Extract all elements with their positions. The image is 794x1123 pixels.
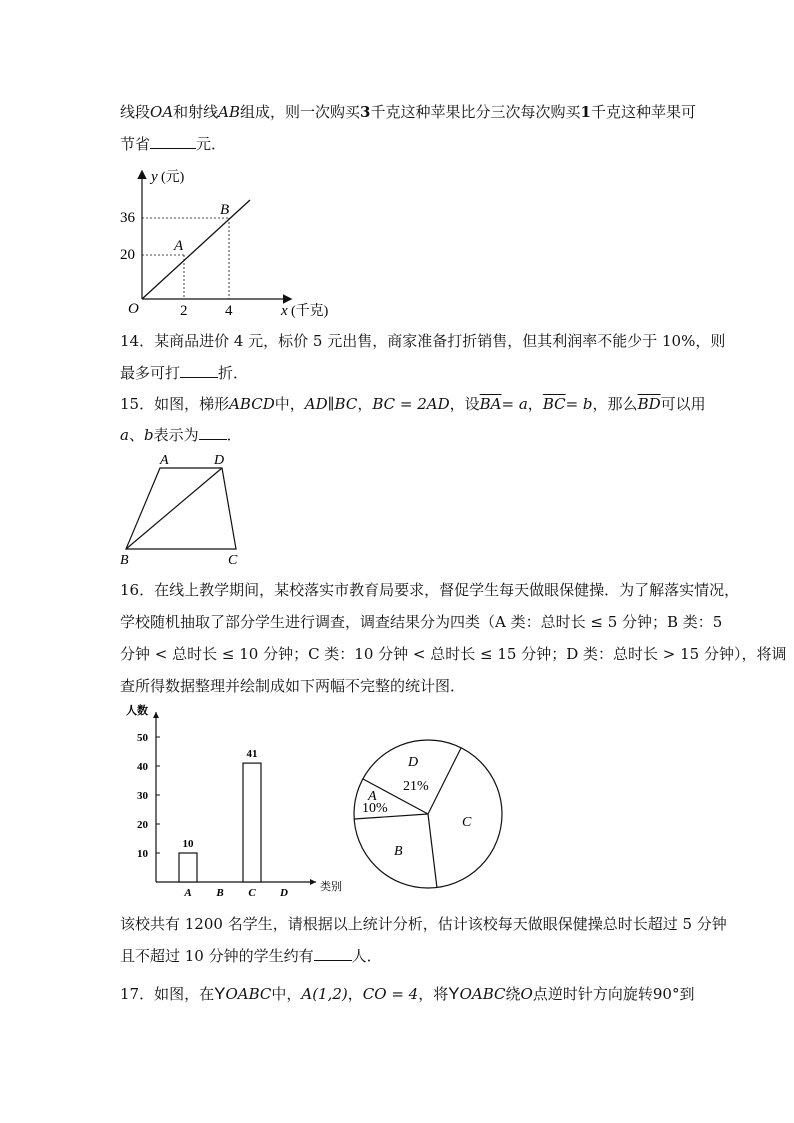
q16-after-line-2 xyxy=(120,946,382,966)
trapezoid-name: ABCD xyxy=(229,395,275,413)
text: 中， xyxy=(274,395,305,413)
pie-slice-b-label: B xyxy=(394,844,403,859)
y-tick-label: 30 xyxy=(137,790,148,802)
text: 点逆时针方向旋转 xyxy=(532,985,653,1003)
vector-b: b xyxy=(143,426,154,444)
parallelogram-name: OABC xyxy=(459,985,506,1003)
text: 线段 xyxy=(120,103,151,121)
x-tick-label: B xyxy=(216,887,224,899)
q13-line-1 xyxy=(120,102,696,122)
answer-blank[interactable] xyxy=(199,425,227,440)
parallel-condition: AD∥BC xyxy=(304,395,358,413)
q13-price-graph xyxy=(110,162,350,322)
parallelogram-symbol: Y xyxy=(448,984,460,1003)
y-tick-label: 20 xyxy=(137,819,148,831)
parallelogram-name: OABC xyxy=(225,985,272,1003)
ray-ab: AB xyxy=(218,103,241,121)
q16-line-3: 分钟 < 总时长 ≤ 10 分钟；C 类：10 分钟 < 总时长 ≤ 15 分钟；D 类：总时长 > 15 分钟），将调 xyxy=(120,645,787,663)
text: 17．如图，在 xyxy=(120,985,215,1003)
q16-after-line-1: 该校共有 1200 名学生，请根据以上统计分析，估计该校每天做眼保健操总时长超过 5 分钟 xyxy=(120,915,727,933)
text: 到 xyxy=(679,985,695,1003)
y-tick-label: 40 xyxy=(137,761,148,773)
q14-line-2 xyxy=(120,363,248,383)
text: 可以用 xyxy=(660,395,706,413)
origin-label: O xyxy=(128,301,139,317)
answer-blank[interactable] xyxy=(150,134,196,149)
text: 、 xyxy=(128,426,144,444)
text: 中， xyxy=(271,985,302,1003)
bar-data-label: 10 xyxy=(182,838,194,850)
length-condition: BC = 2AD xyxy=(372,395,450,413)
pie-divider-right xyxy=(428,748,461,814)
x-tick-label: C xyxy=(248,887,256,899)
text: 最多可打 xyxy=(120,364,181,382)
vertex-a: A xyxy=(160,453,169,468)
text: 节省 xyxy=(120,135,151,153)
pie-slice-d-label: D xyxy=(408,755,419,770)
pie-slice-a-percent: 10% xyxy=(362,801,388,816)
x-axis-unit: (千克) xyxy=(291,304,329,319)
y-tick-label: 50 xyxy=(137,732,148,744)
text: 和射线 xyxy=(173,103,219,121)
text: ． xyxy=(226,426,242,444)
bar xyxy=(179,853,197,882)
pie-slice-a-label: A xyxy=(368,789,377,804)
segment-oa: OA xyxy=(150,103,174,121)
text: 15．如图，梯形 xyxy=(120,395,230,413)
x-tick-4: 4 xyxy=(225,303,233,319)
q14-line-1: 14．某商品进价 4 元，标价 5 元出售，商家准备打折销售，但其利润率不能少于 10%，则 xyxy=(120,332,726,350)
bar-data-label: 41 xyxy=(246,748,258,761)
vertex-c: C xyxy=(228,553,238,568)
q15-line-2 xyxy=(120,425,242,445)
vector-b-eq: = b xyxy=(565,395,593,413)
y-axis-arrow xyxy=(153,712,159,718)
pie-divider-bottom xyxy=(428,814,437,888)
q13-line-2 xyxy=(120,134,226,154)
text: ，设 xyxy=(449,395,480,413)
line-oab xyxy=(142,200,250,299)
text: 千克这种苹果可 xyxy=(590,103,696,121)
q17-line-1 xyxy=(120,984,694,1004)
text: 人． xyxy=(351,947,382,965)
angle-90: 90° xyxy=(652,985,680,1003)
x-tick-2: 2 xyxy=(180,303,188,319)
x-axis-label: 类别 xyxy=(320,881,342,893)
vertex-b: B xyxy=(120,553,129,568)
x-axis-arrow xyxy=(310,879,316,885)
number-3: 3 xyxy=(360,103,371,121)
point-a-coord: A(1,2) xyxy=(301,985,348,1003)
text: ， xyxy=(527,395,543,413)
x-tick-label: A xyxy=(184,887,192,899)
q16-line-4: 查所得数据整理并绘制成如下两幅不完整的统计图． xyxy=(120,677,466,695)
parallelogram-symbol: Y xyxy=(214,984,226,1003)
vector-a: a xyxy=(120,426,129,444)
bar xyxy=(243,763,261,882)
text: ， xyxy=(357,395,373,413)
text: 表示为 xyxy=(153,426,199,444)
text: 千克这种苹果比分三次每次购买 xyxy=(370,103,581,121)
y-axis-label: y xyxy=(151,169,158,185)
point-a-label: A xyxy=(174,238,184,254)
q16-line-1: 16．在线上教学期间，某校落实市教育局要求，督促学生每天做眼保健操．为了解落实情况， xyxy=(120,581,740,599)
answer-blank[interactable] xyxy=(180,363,218,378)
q16-bar-chart xyxy=(120,700,360,905)
text: 折． xyxy=(218,364,249,382)
text: 元． xyxy=(196,135,227,153)
pie-slice-d-percent: 21% xyxy=(403,779,429,794)
point-o: O xyxy=(520,985,533,1003)
vector-ba: $\overline{BA}$ xyxy=(479,395,502,413)
q15-trapezoid-figure xyxy=(114,452,254,570)
y-axis-label: 人数 xyxy=(126,705,148,717)
trapezoid-abcd xyxy=(126,468,236,549)
number-1: 1 xyxy=(580,103,591,121)
text: ，那么 xyxy=(592,395,638,413)
y-tick-20: 20 xyxy=(120,247,135,263)
y-axis-unit: (元) xyxy=(161,170,185,185)
vector-bd: $\overline{BD}$ xyxy=(637,395,661,413)
pie-slice-c-label: C xyxy=(462,815,472,830)
vector-a-eq: = a xyxy=(501,395,528,413)
q15-line-1 xyxy=(120,394,706,414)
point-b-label: B xyxy=(220,202,230,218)
y-tick-label: 10 xyxy=(137,848,148,860)
length-co: CO = 4 xyxy=(362,985,419,1003)
x-tick-label: D xyxy=(280,887,288,899)
answer-blank[interactable] xyxy=(314,946,352,961)
text: 绕 xyxy=(505,985,521,1003)
text: 且不超过 10 分钟的学生约有 xyxy=(120,947,314,965)
vertex-d: D xyxy=(214,453,225,468)
text: ，将 xyxy=(418,985,449,1003)
text: ， xyxy=(347,985,363,1003)
q16-line-2: 学校随机抽取了部分学生进行调查，调查结果分为四类（A 类：总时长 ≤ 5 分钟；B 类：5 xyxy=(120,613,723,631)
y-tick-36: 36 xyxy=(120,210,135,226)
vector-bc: $\overline{BC}$ xyxy=(542,395,566,413)
x-axis-label: x xyxy=(281,303,288,319)
text: 组成，则一次购买 xyxy=(240,103,361,121)
q16-pie-chart xyxy=(340,728,510,893)
diagonal-bd xyxy=(126,468,222,549)
